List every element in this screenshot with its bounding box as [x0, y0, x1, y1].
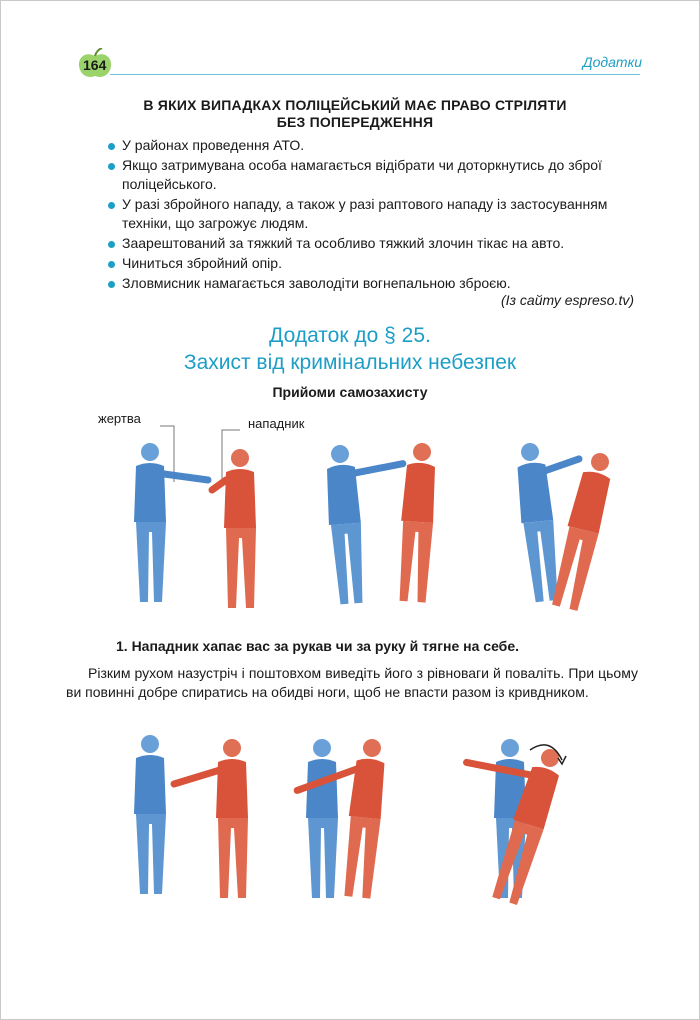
police-title-line1: В ЯКИХ ВИПАДКАХ ПОЛІЦЕЙСЬКИЙ МАЄ ПРАВО СТРІЛЯТИ — [143, 97, 567, 113]
bullet-icon — [108, 163, 115, 170]
bullet-icon — [108, 281, 115, 288]
list-item: Якщо затримувана особа намагається відібрати чи доторкнутись до зброї поліцейського. — [108, 156, 638, 194]
figure-victim-4 — [134, 735, 166, 894]
supplement-title-line2: Захист від кримінальних небезпек — [183, 351, 517, 374]
list-item: Зловмисник намагається заволодіти вогнепальною зброєю. — [108, 274, 638, 293]
section-name: Додатки — [582, 54, 642, 70]
list-item: Заарештований за тяжкий та особливо тяжкий злочин тікає на авто. — [108, 234, 638, 253]
police-block-title — [110, 97, 600, 131]
figure-victim-1 — [134, 443, 208, 602]
figure-attacker-1 — [212, 449, 256, 608]
self-defense-subheading: Прийоми самозахисту — [272, 384, 428, 400]
page-number: 164 — [83, 57, 107, 73]
list-item: Чиниться збройний опір. — [108, 254, 638, 273]
header-divider — [110, 74, 640, 75]
figure-victim-2 — [323, 441, 412, 605]
supplement-title — [60, 322, 640, 376]
list-item: У районах проведення АТО. — [108, 136, 638, 155]
figure-attacker-3 — [548, 449, 618, 611]
list-item: У разі збройного нападу, а також у разі раптового нападу із застосуванням техніки, що загрожує людям. — [108, 195, 638, 233]
bullet-icon — [108, 202, 115, 209]
page-header — [76, 44, 642, 78]
police-title-line2: БЕЗ ПОПЕРЕДЖЕННЯ — [276, 114, 434, 130]
step-1-title: 1. Нападник хапає вас за рукав чи за руку й тягне на себе. — [116, 638, 519, 654]
bullet-icon — [108, 261, 115, 268]
bullet-icon — [108, 241, 115, 248]
bullet-icon — [108, 143, 115, 150]
police-rules-list — [108, 136, 638, 294]
figure-attacker-4 — [174, 739, 248, 898]
self-defense-illustration-row-2 — [110, 730, 650, 920]
supplement-title-line1: Додаток до § 25. — [269, 324, 431, 347]
attacker-label: нападник — [248, 416, 305, 431]
figure-victim-5 — [306, 739, 338, 898]
victim-label: жертва — [98, 411, 141, 426]
self-defense-illustration-row-1 — [110, 430, 650, 620]
source-citation: (Із сайту espreso.tv) — [500, 292, 634, 308]
step-1-text: Різким рухом назустріч і поштовхом виведіть його з рівноваги й поваліть. При цьому ви повинні добре спиратись на обидві ноги, щоб не впасти разом із кривдником. — [66, 665, 638, 700]
